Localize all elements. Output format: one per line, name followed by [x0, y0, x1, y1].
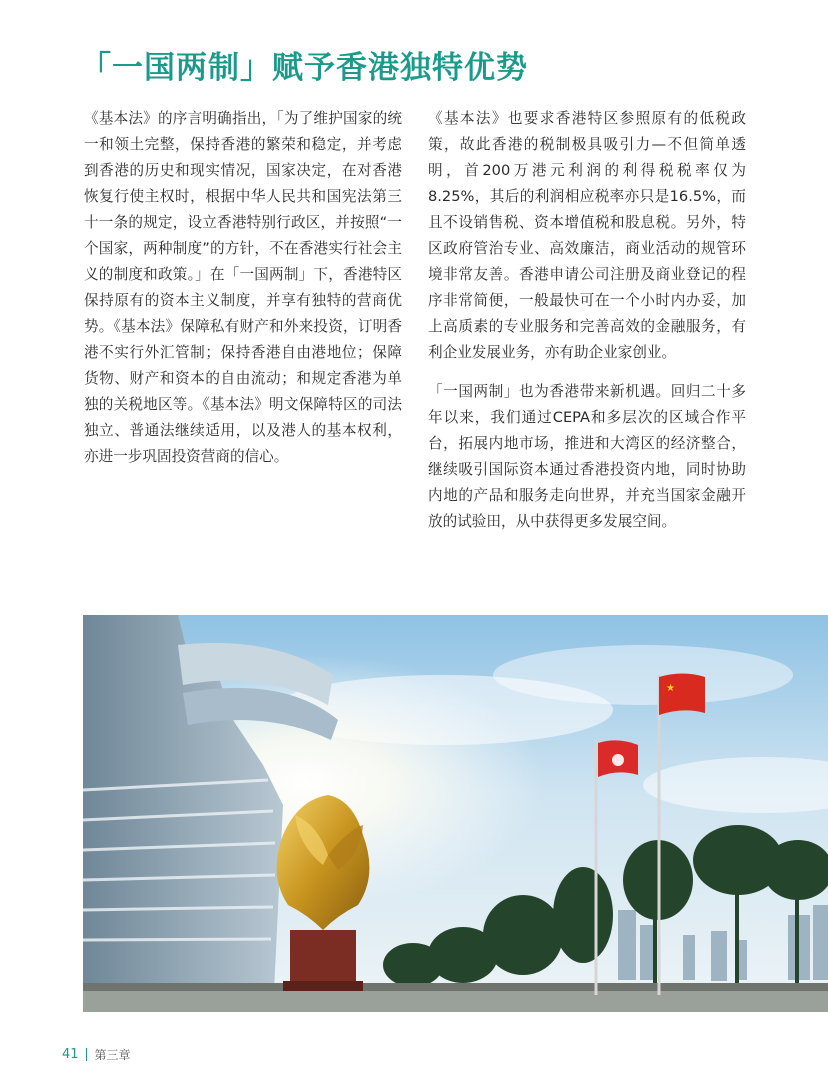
right-paragraph-1: 《基本法》也要求香港特区参照原有的低税政策，故此香港的税制极具吸引力—不但简单透明，首200万港元利润的利得税税率仅为8.25%，其后的利润相应税率亦只是16.5%，而且不设销售税、资本增值税和股息税。另外，特区政府管治专业、高效廉洁，商业活动的规管环境非常友善。香港申请公司注册及商业登记的程序非常简便，一般最快可在一个小时内办妥，加上高质素的专业服务和完善高效的金融服务，有利企业发展业务，亦有助企业家创业。 — [428, 110, 746, 361]
page-footer — [62, 1044, 131, 1064]
golden-bauhinia-sculpture — [277, 795, 370, 991]
national-flag-star-icon: ★ — [666, 683, 675, 694]
national-flag — [659, 674, 705, 716]
footer-divider — [86, 1048, 87, 1061]
chapter-label: 第三章 — [94, 1047, 131, 1062]
golden-bauhinia-square-photo — [83, 615, 828, 1012]
page-number: 41 — [62, 1046, 79, 1062]
right-column — [428, 106, 746, 548]
page-title: 「一国两制」赋予香港独特优势 — [80, 50, 528, 86]
railing — [83, 983, 828, 991]
right-paragraph-2: 「一国两制」也为香港带来新机遇。回归二十多年以来，我们通过CEPA和多层次的区域合作平台，拓展内地市场，推进和大湾区的经济整合，继续吸引国际资本通过香港投资内地，同时协助内地的产品和服务走向世界，并充当国家金融开放的试验田，从中获得更多发展空间。 — [428, 383, 746, 530]
left-column — [84, 106, 402, 483]
plaza-ground — [83, 990, 828, 1012]
bauhinia-flower-icon — [612, 754, 624, 766]
left-paragraph-1: 《基本法》的序言明确指出，「为了维护国家的统一和领土完整，保持香港的繁荣和稳定，并考虑到香港的历史和现实情况，国家决定，在对香港恢复行使主权时，根据中华人民共和国宪法第三十一条的规定，设立香港特别行政区，并按照“一个国家，两种制度”的方针，不在香港实行社会主义的制度和政策。」在「一国两制」下，香港特区保持原有的资本主义制度，并享有独特的营商优势。《基本法》保障私有财产和外来投资，订明香港不实行外汇管制；保持香港自由港地位；保障货物、财产和资本的自由流动；和规定香港为单独的关税地区等。《基本法》明文保障特区的司法独立、普通法继续适用，以及港人的基本权利，亦进一步巩固投资营商的信心。 — [84, 110, 402, 465]
